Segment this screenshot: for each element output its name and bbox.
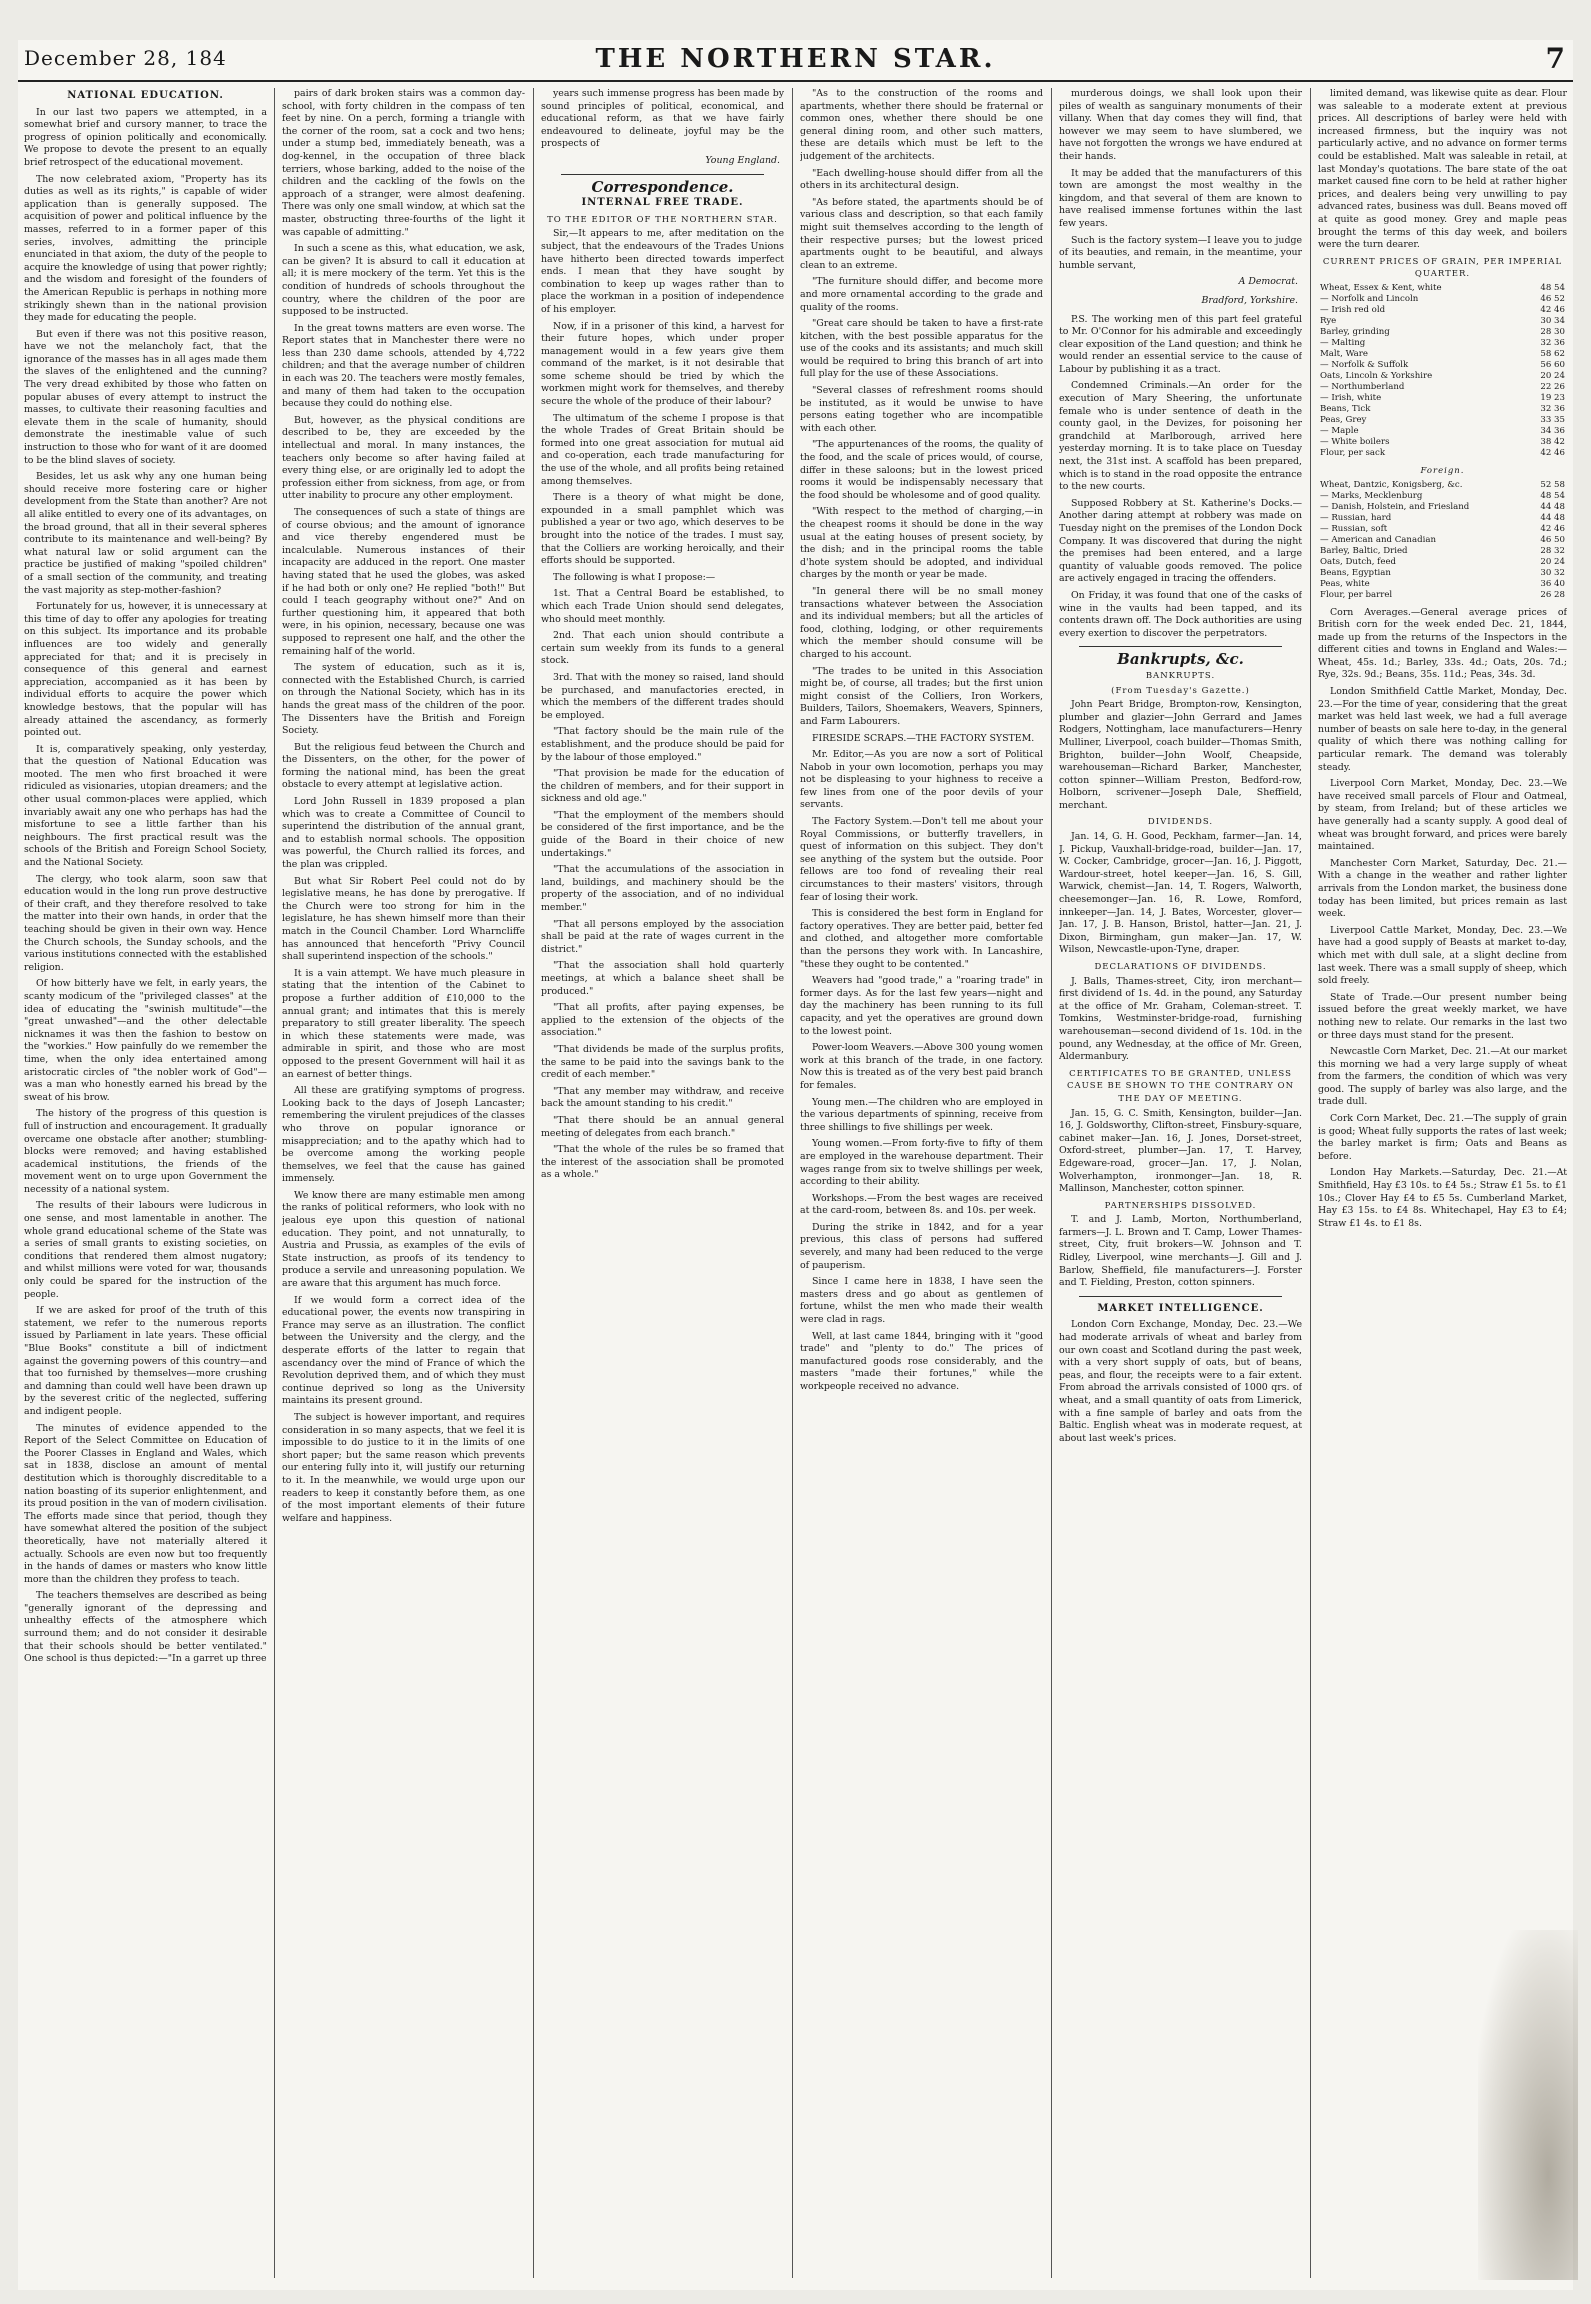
- partnerships-list: T. and J. Lamb, Morton, Northumberland, farmers—J. L. Brown and T. Camp, Lower Thames-street, City, fruit brokers—W. Johnson and T. Ridley, Liverpool, wine merchants—J. Gill and J. Barlow, Sheffield, file manufacturers—J. Forster and T. Fielding, Preston, cotton spinners.: [1059, 1214, 1302, 1289]
- paragraph: "The trades to be united in this Association might be, of course, all trades; but the first union might consist of the Colliers, Iron Workers, Builders, Tailors, Shoemakers, Weavers, Spinners, and Farm Labourers.: [800, 665, 1043, 727]
- paragraph: State of Trade.—Our present number being issued before the great weekly market, we have nothing new to relate. Our remarks in the last two or three days must stand for the present.: [1318, 991, 1567, 1041]
- paragraph: 1st. That a Central Board be established, to which each Trade Union should send delegates, who should meet monthly.: [541, 588, 784, 625]
- paragraph: Mr. Editor,—As you are now a sort of Political Nabob in your own locomotion, perhaps you may not be displeasing to your highness to receive a few lines from one of the poor devils of your servants.: [800, 749, 1043, 811]
- paragraph: "Great care should be taken to have a first-rate kitchen, with the best possible apparatus for the use of the cooks and its assistants; and much skill would be required to bring this branch of art into full play for the use of these Associations.: [800, 318, 1043, 380]
- subheading: DECLARATIONS OF DIVIDENDS.: [1094, 962, 1267, 972]
- column-2: [282, 88, 525, 2278]
- paragraph: Manchester Corn Market, Saturday, Dec. 21.—With a change in the weather and rather lighter arrivals from the London market, the business done today has been limited, but prices remain as last week.: [1318, 857, 1567, 920]
- grain-price: 32 36: [1540, 403, 1565, 414]
- paragraph: It may be added that the manufacturers of this town are amongst the most wealthy in the kingdom, and that several of them are known to have realised immense fortunes within the last few years.: [1059, 167, 1302, 229]
- grain-price: 28 30: [1540, 326, 1565, 337]
- paragraph: Of how bitterly have we felt, in early years, the scanty modicum of the "privileged classes" at the idea of educating the "swinish multitude"—the "great unwashed"—and the other delectable nicknames it was then the fashion to bestow on the "workies." How painfully do we remember the time, when the only idea entertained among aristocratic circles of "the nobler work of God"—was a man who honestly earned his bread by the sweat of his brow.: [24, 978, 267, 1103]
- paragraph: But what Sir Robert Peel could not do by legislative means, he has done by prerogative. If the Church were too strong for him in the legislature, he has shewn himself more than their match in the Council Chamber. Lord Wharncliffe has announced that henceforth "Privy Council shall superintend inspection of the schools.": [282, 875, 525, 963]
- subheading: DIVIDENDS.: [1147, 817, 1214, 828]
- subheading: CERTIFICATES TO BE GRANTED, UNLESS CAUSE BE SHOWN TO THE CONTRARY ON THE DAY OF MEETING.: [1066, 1068, 1295, 1104]
- source-note: (From Tuesday's Gazette.): [1111, 685, 1250, 696]
- paragraph: "Each dwelling-house should differ from all the others in its architectural design.: [800, 167, 1043, 192]
- grain-price: 46 52: [1540, 293, 1565, 304]
- grain-name: — Northumberland: [1320, 381, 1405, 392]
- paragraph: "That the association shall hold quarterly meetings, at which a balance sheet shall be produced.": [541, 960, 784, 997]
- paragraph: Since I came here in 1838, I have seen the masters dress and go about as gentlemen of fortune, whilst the men who made their wealth were clad in rags.: [800, 1276, 1043, 1326]
- paragraph: The Factory System.—Don't tell me about your Royal Commissions, or butterfly travellers, in quest of information on this subject. They don't see anything of the system but the outside. Poor fellows are too fond of revealing their real circumstances to their masters' visitors, through fear of losing their work.: [800, 816, 1043, 903]
- grain-name: Flour, per sack: [1320, 447, 1386, 458]
- paragraph: Lord John Russell in 1839 proposed a plan which was to create a Committee of Council to superintend the distribution of the annual grant, and to establish normal schools. The opposition was powerful, the Church rallied its forces, and the plan was crippled.: [282, 796, 525, 871]
- paragraph: Well, at last came 1844, bringing with it "good trade" and "plenty to do." The prices of manufactured goods rose considerably, and the masters "made their fortunes," while the workpeople received no advance.: [800, 1330, 1043, 1392]
- grain-name: — Maple: [1320, 425, 1359, 436]
- grain-name: Beans, Tick: [1320, 403, 1371, 414]
- grain-price: 34 36: [1540, 425, 1565, 436]
- paragraph: London Hay Markets.—Saturday, Dec. 21.—At Smithfield, Hay £3 10s. to £4 5s.; Straw £1 5s. to £1 10s.; Clover Hay £4 to £5 5s. Cumberland Market, Hay £3 15s. to £4 8s. Whitechapel, Hay £3 to £4; Straw £1 4s. to £1 8s.: [1318, 1167, 1567, 1229]
- paragraph: If we would form a correct idea of the educational power, the events now transpiring in France may serve as an illustration. The conflict between the University and the clergy, and the desperate efforts of the latter to regain that ascendancy over the mind of France of which the Revolution deprived them, and of which they must continue deprived so long as the University maintains its present ground.: [282, 1294, 525, 1407]
- grain-name: Beans, Egyptian: [1320, 567, 1391, 578]
- signature: Young England.: [705, 154, 780, 166]
- price-row: [1318, 491, 1567, 502]
- price-row: [1318, 579, 1567, 590]
- paragraph: The following is what I propose:—: [553, 571, 716, 583]
- grain-name: — Danish, Holstein, and Friesland: [1320, 501, 1470, 512]
- paragraph: London Smithfield Cattle Market, Monday, Dec. 23.—For the time of year, considering that the great market was held last week, we had a full average number of beasts on sale here to-day, in the general quality of which there was nothing calling for particular remark. The demand was tolerably steady.: [1318, 686, 1567, 773]
- grain-price: 48 54: [1540, 490, 1565, 501]
- paragraph: Corn Averages.—General average prices of British corn for the week ended Dec. 21, 1844, made up from the returns of the Inspectors in the different cities and towns in England and Wales:—Wheat, 45s. 1d.; Barley, 33s. 4d.; Oats, 20s. 7d.; Rye, 32s. 9d.; Beans, 35s. 11d.; Peas, 34s. 3d.: [1318, 606, 1567, 681]
- declarations-list: J. Balls, Thames-street, City, iron merchant—first dividend of 1s. 4d. in the pound, any Saturday at the office of Mr. Graham, Coleman-street. T. Tomkins, Westminster-bridge-road, furnishing warehouseman—second dividend of 1s. 10d. in the pound, any Wednesday, at the office of Mr. Green, Aldermanbury.: [1059, 975, 1302, 1063]
- price-row: [1318, 535, 1567, 546]
- paragraph: It is, comparatively speaking, only yesterday, that the question of National Education was mooted. The men who first broached it were ridiculed as visionaries, utopian dreamers; and the other usual common-places were applied, which invariably await any one who perhaps has had the misfortune to see a little farther than his neighbours. The first practical result was the schools of the British and Foreign School Society, and the National Society.: [24, 743, 267, 869]
- grain-name: — White boilers: [1320, 436, 1390, 447]
- paragraph: 3rd. That with the money so raised, land should be purchased, and manufactories erected, in which the members of the different trades should be employed.: [541, 671, 784, 721]
- grain-price: 48 54: [1540, 282, 1565, 293]
- grain-price: 19 23: [1540, 392, 1565, 403]
- grain-name: — Norfolk & Suffolk: [1320, 359, 1409, 370]
- paragraph: But, however, as the physical conditions are described to be, they are exceeded by the intellectual and moral. In many instances, the teachers only become so after having failed at every thing else, or are originally led to adopt the profession either from sickness, from age, or from utter inability to procure any other employment.: [282, 414, 525, 502]
- price-row: [1318, 557, 1567, 568]
- paragraph: "That all persons employed by the association shall be paid at the rate of wages current in the district.": [541, 918, 784, 955]
- paragraph: During the strike in 1842, and for a year previous, this class of persons had suffered severely, and many had been reduced to the verge of pauperism.: [800, 1221, 1043, 1271]
- news-items: [1059, 314, 1302, 641]
- paragraph: Now, if in a prisoner of this kind, a harvest for their future hopes, which under proper management would in a few years give them command of the market, is it not desirable that some scheme should be tried by which the workmen might work for themselves, and thereby secure the whole of the produce of their labour?: [541, 320, 784, 408]
- grain-price: 56 60: [1540, 359, 1565, 370]
- grain-price: 32 36: [1540, 337, 1565, 348]
- grain-name: Wheat, Dantzic, Konigsberg, &c.: [1320, 479, 1463, 490]
- paragraph: The history of the progress of this question is full of instruction and encouragement. It gradually overcame one obstacle after another; stumbling-blocks were removed; and having established academical institutions, the friends of the movement went on to urge upon Government the necessity of a national system.: [24, 1108, 267, 1195]
- price-row: [1318, 524, 1567, 535]
- grain-price: 28 32: [1540, 545, 1565, 556]
- grain-price: 44 48: [1540, 512, 1565, 523]
- paragraph: Cork Corn Market, Dec. 21.—The supply of grain is good; Wheat fully supports the rates of last week; the barley market is firm; Oats and Beans as before.: [1318, 1113, 1567, 1162]
- paragraph: years such immense progress has been made by sound principles of political, economical, and educational reform, as that we have fairly endeavoured to delineate, joyful may be the prospects of: [541, 88, 784, 150]
- paragraph: The teachers themselves are described as being "generally ignorant of the depressing and unhealthy effects of the atmosphere which surround them; and do not consider it desirable that their schools should be better ventilated." One school is thus depicted:—"In a garret up three: [24, 1590, 267, 1665]
- paragraph: On Friday, it was found that one of the casks of wine in the vaults had been tapped, and its contents drawn off. The Dock authorities are using every exertion to discover the perpetrators.: [1059, 589, 1302, 639]
- article-heading: NATIONAL EDUCATION.: [67, 90, 224, 101]
- prices-heading: CURRENT PRICES OF GRAIN, PER IMPERIAL QUARTER.: [1322, 256, 1563, 280]
- grain-name: — Russian, hard: [1320, 512, 1392, 523]
- price-row: [1318, 327, 1567, 338]
- price-row: [1318, 502, 1567, 513]
- paragraph: The subject is however important, and requires consideration in so many aspects, that we feel it is impossible to do justice to it in the limits of one short paper; but the same reason which prevents our entering fully into it, will justify our returning to it. In the meanwhile, we would urge upon our readers to keep it constantly before them, as one of the most important elements of their future welfare and happiness.: [282, 1411, 525, 1524]
- column-3: [541, 88, 784, 2278]
- price-row: [1318, 349, 1567, 360]
- grain-price: 30 32: [1540, 567, 1565, 578]
- grain-name: Oats, Dutch, feed: [1320, 556, 1397, 567]
- paragraph: The minutes of evidence appended to the Report of the Select Committee on Education of the Poorer Classes in England and Wales, which sat in 1838, disclose an amount of mental destitution which is thoroughly discreditable to a nation boasting of its superior enlightenment, and its proud position in the van of modern civilisation. The efforts made since that period, though they have somewhat altered the position of the subject theoretically, have not materially altered it actually. Schools are even now but too frequently in the hands of dames or masters who know little more than the children they profess to teach.: [24, 1422, 267, 1585]
- paragraph: In the great towns matters are even worse. The Report states that in Manchester there were no less than 230 dame schools, attended by 4,722 children; and that the average number of children in each was 20. The teachers were mostly females, and many of them had taken to the occupation because they could do nothing else.: [282, 322, 525, 410]
- price-row: [1318, 404, 1567, 415]
- grain-name: Peas, white: [1320, 578, 1370, 589]
- grain-name: Peas, Grey: [1320, 414, 1367, 425]
- divider: [1079, 1296, 1282, 1297]
- paragraph: All these are gratifying symptoms of progress. Looking back to the days of Joseph Lancaster; remembering the virulent prejudices of the classes who throve on popular ignorance or misappreciation; and to the apathy which had to be overcome among the working people themselves, we feel that the cause has gained immensely.: [282, 1085, 525, 1185]
- paragraph: FIRESIDE SCRAPS.—THE FACTORY SYSTEM.: [812, 732, 1035, 744]
- paragraph: "That factory should be the main rule of the establishment, and the produce should be paid for by the labour of those employed.": [541, 726, 784, 763]
- column-rule: [1310, 88, 1311, 2278]
- signature-place: Bradford, Yorkshire.: [1201, 294, 1298, 306]
- subheading: PARTNERSHIPS DISSOLVED.: [1104, 1200, 1257, 1211]
- grain-price: 38 42: [1540, 436, 1565, 447]
- price-row: [1318, 316, 1567, 327]
- paragraph: This is considered the best form in England for factory operatives. They are better paid, better fed and clothed, and altogether more comfortable than the persons they work with. In Lancashire, "these they ought to be contented.": [800, 908, 1043, 970]
- paragraph: "The appurtenances of the rooms, the quality of the food, and the scale of prices would, of course, differ in these saloons; but in the lowest priced rooms it would be indispensably necessary that the food should be wholesome and of good quality.: [800, 439, 1043, 501]
- article-body: [1059, 88, 1302, 272]
- paragraph: The consequences of such a state of things are of course obvious; and the amount of ignorance and vice thereby engendered must be incalculable. Numerous instances of their incapacity are adduced in the report. One master having stated that he used the globes, was asked if he had both or only one? He replied "both!" But could I teach geography without one?" And on further questioning him, it appeared that both were, in his opinion, necessary, because one was supposed to represent one half, and the other the remaining half of the world.: [282, 507, 525, 657]
- paragraph: But the religious feud between the Church and the Dissenters, on the other, for the power of forming the national mind, has been the great obstacle to every attempt at legislative action.: [282, 741, 525, 791]
- paragraph: "The furniture should differ, and become more and more ornamental according to the grade and quality of the rooms.: [800, 276, 1043, 313]
- letter-body: [541, 228, 784, 1182]
- foreign-prices-table: [1318, 480, 1567, 601]
- paragraph: Besides, let us ask why any one human being should receive more fostering care or higher development from the State than another? Are not all alike entitled to every one of its advantages, on the broad ground, that all in their several spheres contribute to its maintenance and well-being? By what natural law or solid argument can the practice be justified of making "spoiled children" of a small section of the community, and treating the vast majority as step-mother-fashion?: [24, 471, 267, 596]
- column-rule: [274, 88, 275, 2278]
- paragraph: It is a vain attempt. We have much pleasure in stating that the intention of the Cabinet to propose a further addition of £10,000 to the annual grant; and intimates that this is merely preparatory to still greater liberality. The speech in which these statements were made, was admirable in spirit, and those who are most opposed to the present Government will hail it as an earnest of better things.: [282, 967, 525, 1080]
- signature: A Democrat.: [1238, 276, 1298, 288]
- article-body: [800, 88, 1043, 1394]
- paragraph: If we are asked for proof of the truth of this statement, we refer to the numerous reports issued by Parliament in late years. These official "Blue Books" constitute a bill of indictment against the governing powers of this country—and that too furnished by themselves—more crushing and damning than could well have been drawn up by the severest critic of the neglected, suffering and indigent people.: [24, 1305, 267, 1417]
- article-body: [541, 88, 784, 151]
- market-report: limited demand, was likewise quite as dear. Flour was saleable to a moderate extent at previous prices. All descriptions of barley were held with increased firmness, but the inquiry was not particularly active, and no advance on former terms could be established. Malt was saleable in retail, at last Monday's quotations. The bare state of the oat market caused fine corn to be held at rather higher prices, and dealers being very unwilling to pay advanced rates, business was dull. Beans moved off at quite as good money. Grey and maple peas brought the terms of this day week, and boilers were the turn dearer.: [1318, 88, 1567, 251]
- subheading: BANKRUPTS.: [1145, 670, 1216, 681]
- paragraph: Fortunately for us, however, it is unnecessary at this time of day to offer any apologies for treating on this subject. Its importance and its probable influences are too widely and generally appreciated for that; and it is precisely in consequence of this general and earnest appreciation, accompanied as it has been by individual efforts to acquire the power which knowledge bestows, that the popular will has already attained the ascendancy, as formerly pointed out.: [24, 601, 267, 739]
- price-row: [1318, 437, 1567, 448]
- grain-name: Barley, Baltic, Dried: [1320, 545, 1408, 556]
- grain-price: 20 24: [1540, 556, 1565, 567]
- newspaper-title: THE NORTHERN STAR.: [595, 44, 996, 74]
- paragraph: In such a scene as this, what education, we ask, can be given? It is absurd to call it education at all; it is mere mockery of the term. Yet this is the condition of hundreds of schools throughout the country, where the children of the poor are supposed to be instructed.: [282, 243, 525, 318]
- paragraph: "In general there will be no small money transactions whatever between the Association and its individual members; but all the articles of food, clothing, lodging, or other requirements which the member should consume will be charged to his account.: [800, 585, 1043, 660]
- certificates-list: Jan. 15, G. C. Smith, Kensington, builder—Jan. 16, J. Goldsworthy, Clifton-street, Finsbury-square, cabinet maker—Jan. 16, J. Jones, Dorset-street, Oxford-street, plumber—Jan. 17, T. Harvey, Edgeware-road, grocer—Jan. 17, J. Nolan, Wolverhampton, ironmonger—Jan. 18, R. Mallinson, Manchester, cotton spinner.: [1059, 1107, 1302, 1195]
- grain-prices-table: [1318, 283, 1567, 459]
- divider: [561, 174, 764, 175]
- paragraph: Liverpool Cattle Market, Monday, Dec. 23.—We have had a good supply of Beasts at market to-day, which met with dull sale, at a slight decline from last week. There was a small supply of sheep, which sold freely.: [1318, 924, 1567, 987]
- price-row: [1318, 371, 1567, 382]
- column-1: [24, 88, 267, 2278]
- price-row: [1318, 568, 1567, 579]
- paragraph: "Several classes of refreshment rooms should be instituted, as it would be unwise to have persons eating together who are incompatible with each other.: [800, 385, 1043, 434]
- paragraph: murderous doings, we shall look upon their piles of wealth as sanguinary monuments of their villany. When that day comes they will find, that however we may seem to have slumbered, we have not forgotten the wrongs we have endured at their hands.: [1059, 88, 1302, 162]
- grain-name: — Irish red old: [1320, 304, 1386, 315]
- price-row: [1318, 426, 1567, 437]
- grain-price: 58 62: [1540, 348, 1565, 359]
- price-row: [1318, 338, 1567, 349]
- grain-name: — Malting: [1320, 337, 1366, 348]
- paragraph: "That the whole of the rules be so framed that the interest of the association shall be promoted as a whole.": [541, 1144, 784, 1181]
- paragraph: "With respect to the method of charging,—in the cheapest rooms it should be done in the way usual at the eating houses of present society, by the dish; and in the principal rooms the table d'hote system should be adopted, and individual charges by the month or year be made.: [800, 506, 1043, 581]
- paragraph: Sir,—It appears to me, after meditation on the subject, that the endeavours of the Trades Unions have hitherto been directed towards imperfect ends. I mean that they have sought by combination to keep up wages rather than to place the workman in a position of independence of his employer.: [541, 228, 784, 315]
- column-rule: [1051, 88, 1052, 2278]
- paragraph: P.S. The working men of this part feel grateful to Mr. O'Connor for his admirable and exceedingly clear exposition of the Land question; and think he would render an essential service to the cause of Labour by publishing it as a tract.: [1059, 313, 1302, 375]
- paragraph: "As to the construction of the rooms and apartments, whether there should be fraternal or common ones, whether there should be one general dining room, and other such matters, these are details which must be left to the judgement of the architects.: [800, 88, 1043, 162]
- paper-stain: [1478, 1930, 1578, 2280]
- grain-name: Rye: [1320, 315, 1337, 326]
- paragraph: But even if there was not this positive reason, have we not the melancholy fact, that the ignorance of the masses has in all ages made them the slaves of the enlightened and the cunning? The very dread exhibited by those who fatten on popular abuses of every attempt to instruct the masses, to cultivate their reasoning faculties and elevate them in the scale of humanity, should demonstrate the inestimable value of such instruction to those who for want of it are doomed to be the blind slaves of society.: [24, 328, 267, 466]
- section-heading: Bankrupts, &c.: [1117, 650, 1244, 669]
- bankrupts-list: John Peart Bridge, Brompton-row, Kensington, plumber and glazier—John Gerrard and James Rodgers, Nottingham, lace manufacturers—Henry Mulliner, Liverpool, coach builder—Thomas Smith, Brighton, builder—John Woolf, Cheapside, warehouseman—Richard Barker, Manchester, cotton spinner—William Preston, Bedford-row, Holborn, scrivener—Joseph Dale, Sheffield, merchant.: [1059, 699, 1302, 811]
- grain-price: 42 46: [1540, 304, 1565, 315]
- paragraph: The system of education, such as it is, connected with the Established Church, is carried on through the National Society, which has in its hands the great mass of the children of the poor. The Dissenters have the British and Foreign Society.: [282, 662, 525, 737]
- column-rule: [533, 88, 534, 2278]
- price-row: [1318, 294, 1567, 305]
- paragraph: "That dividends be made of the surplus profits, the same to be paid into the savings bank to the credit of each member.": [541, 1043, 784, 1081]
- dividends-list: Jan. 14, G. H. Good, Peckham, farmer—Jan. 14, J. Pickup, Vauxhall-bridge-road, builder—Jan. 17, W. Cocker, Cambridge, grocer—Jan. 16, J. Piggott, Wardour-street, hotel keeper—Jan. 16, S. Gill, Warwick, chemist—Jan. 14, T. Rogers, Walworth, cheesemonger—Jan. 16, R. Lowe, Romford, innkeeper—Jan. 14, J. Bates, Worcester, glover—Jan. 17, J. B. Hanson, Bristol, hatter—Jan. 21, J. Dixon, Birmingham, gun maker—Jan. 17, W. Wilson, Newcastle-upon-Tyne, draper.: [1059, 831, 1302, 956]
- grain-name: — Russian, soft: [1320, 523, 1388, 534]
- article-body: [282, 88, 525, 1525]
- grain-price: 26 28: [1540, 589, 1565, 600]
- grain-name: — Norfolk and Lincoln: [1320, 293, 1419, 304]
- price-row: [1318, 480, 1567, 491]
- paragraph: Young women.—From forty-five to fifty of them are employed in the warehouse department. Their wages range from six to twelve shillings per week, according to their ability.: [800, 1138, 1043, 1188]
- paragraph: In our last two papers we attempted, in a somewhat brief and cursory manner, to trace the progress of opinion politically and economically. We propose to devote the present to an equally brief retrospect of the educational movement.: [24, 106, 267, 168]
- market-reports: [1318, 607, 1567, 1231]
- paragraph: "That the employment of the members should be considered of the first importance, and be the guide of the Board in their choice of new undertakings.": [541, 809, 784, 859]
- paragraph: Weavers had "good trade," a "roaring trade" in former days. As for the last few years—night and day the machinery has been running to its full capacity, and yet the operatives are ground down to the lowest point.: [800, 975, 1043, 1037]
- paragraph: Such is the factory system—I leave you to judge of its beauties, and remain, in the meantime, your humble servant,: [1059, 234, 1302, 271]
- grain-price: 20 24: [1540, 370, 1565, 381]
- paragraph: Condemned Criminals.—An order for the execution of Mary Sheering, the unfortunate female who is under sentence of death in the county gaol, in the Devizes, for poisoning her grandchild at Marlborough, arrived here yesterday morning. It is to take place on Tuesday next, the 31st inst. A scaffold has been prepared, which is to stand in the road opposite the entrance to the new courts.: [1059, 380, 1302, 493]
- paragraph: "That provision be made for the education of the children of members, and for their support in sickness and old age.": [541, 768, 784, 805]
- paragraph: "That the accumulations of the association in land, buildings, and machinery should be the property of the association, and of no individual member.": [541, 864, 784, 914]
- masthead: [18, 40, 1573, 82]
- column-rule: [792, 88, 793, 2278]
- grain-price: 22 26: [1540, 381, 1565, 392]
- section-heading: MARKET INTELLIGENCE.: [1097, 1302, 1264, 1314]
- paragraph: There is a theory of what might be done, expounded in a small pamphlet which was published a year or two ago, which deserves to be brought into the notice of the trades. I must say, that the Colliers are working heroically, and their efforts should be supported.: [541, 492, 784, 567]
- grain-price: 52 58: [1540, 479, 1565, 490]
- paragraph: The ultimatum of the scheme I propose is that the whole Trades of Great Britain should be formed into one great association for mutual aid and co-operation, each trade manufacturing for the use of the whole, and all profits being retained among themselves.: [541, 412, 784, 487]
- newspaper-page: [18, 40, 1573, 2290]
- issue-date: December 28, 184: [24, 46, 227, 70]
- paragraph: pairs of dark broken stairs was a common day-school, with forty children in the compass of ten feet by nine. On a perch, forming a triangle with the corner of the room, sat a cock and two hens; under a stump bed, immediately beneath, was a dog-kennel, in the occupation of three black terriers, whose barking, added to the noise of the children and the cackling of the fowls on the approach of a stranger, were almost deafening. There was only one small window, at which sat the master, obstructing three-fourths of the light it was capable of admitting.": [282, 88, 525, 238]
- market-report: London Corn Exchange, Monday, Dec. 23.—We had moderate arrivals of wheat and barley from our own coast and Scotland during the past week, with a very short supply of oats, but of beans, peas, and flour, the receipts were to a fair extent. From abroad the arrivals consisted of 1000 qrs. of wheat, and a small quantity of oats from Limerick, with a fine sample of barley and oats from the Baltic. English wheat was in moderate request, at about last week's prices.: [1059, 1319, 1302, 1444]
- page-number: 7: [1545, 42, 1565, 75]
- section-heading: Correspondence.: [591, 177, 734, 196]
- price-row: [1318, 448, 1567, 459]
- price-row: [1318, 305, 1567, 316]
- price-row: [1318, 546, 1567, 557]
- paragraph: Workshops.—From the best wages are received at the card-room, between 8s. and 10s. per week.: [800, 1192, 1043, 1217]
- paragraph: The now celebrated axiom, "Property has its duties as well as its rights," is capable of wider application than is generally supposed. The acquisition of power and political influence by the masses, referred to in a former paper of this series, involves, admitting the principle enunciated in that axiom, the duty of the people to acquire the knowledge of using that power rightly; and the wisdom and foresight of the founders of the American Republic is perhaps in nothing more strikingly shewn than in the national provision they made for educating the people.: [24, 173, 267, 324]
- grain-price: 36 40: [1540, 578, 1565, 589]
- grain-price: 44 48: [1540, 501, 1565, 512]
- price-row: [1318, 382, 1567, 393]
- grain-price: 33 35: [1540, 414, 1565, 425]
- grain-name: Oats, Lincoln & Yorkshire: [1320, 370, 1433, 381]
- price-row: [1318, 393, 1567, 404]
- article-body: [24, 107, 267, 1666]
- grain-price: 46 50: [1540, 534, 1565, 545]
- foreign-heading: Foreign.: [1420, 465, 1465, 476]
- grain-price: 30 34: [1540, 315, 1565, 326]
- divider: [1079, 646, 1282, 647]
- paragraph: 2nd. That each union should contribute a certain sum weekly from its funds to a general stock.: [541, 630, 784, 667]
- paragraph: "As before stated, the apartments should be of various class and description, so that each family might suit themselves according to the length of their respective purses; but the lowest priced apartments ought to be beautiful, and always clean to an extreme.: [800, 196, 1043, 271]
- price-row: [1318, 590, 1567, 601]
- grain-name: — American and Canadian: [1320, 534, 1436, 545]
- price-row: [1318, 513, 1567, 524]
- grain-name: Wheat, Essex & Kent, white: [1320, 282, 1442, 293]
- grain-name: — Marks, Mecklenburg: [1320, 490, 1423, 501]
- paragraph: Supposed Robbery at St. Katherine's Docks.—Another daring attempt at robbery was made on Tuesday night on the premises of the London Dock Company. It was discovered that during the night the premises had been entered, and a large quantity of valuable goods removed. The police are actively engaged in tracing the offenders.: [1059, 497, 1302, 585]
- paragraph: Power-loom Weavers.—Above 300 young women work at this branch of the trade, in one factory. Now this is treated as of the very best paid branch for females.: [800, 1042, 1043, 1091]
- paragraph: The clergy, who took alarm, soon saw that education would in the long run prove destructive of their craft, and they therefore resolved to take the matter into their own hands, in order that the teaching should be given in their own way. Hence the Church schools, the Sunday schools, and the various institutions connected with the established religion.: [24, 873, 267, 973]
- paragraph: "That all profits, after paying expenses, be applied to the extension of the objects of the association.": [541, 1002, 784, 1039]
- price-row: [1318, 360, 1567, 371]
- grain-price: 42 46: [1540, 523, 1565, 534]
- grain-price: 42 46: [1540, 447, 1565, 458]
- price-row: [1318, 283, 1567, 294]
- paragraph: We know there are many estimable men among the ranks of political reformers, who look with no jealous eye upon this question of national education. They point, and not unnaturally, to Austria and Prussia, as examples of the evils of State instruction, as proofs of its tendency to produce a servile and unreasoning population. We are aware that this argument has much force.: [282, 1189, 525, 1290]
- paragraph: Young men.—The children who are employed in the various departments of spinning, receive from three shillings to five shillings per week.: [800, 1096, 1043, 1133]
- letter-heading: INTERNAL FREE TRADE.: [581, 197, 744, 209]
- grain-name: Barley, grinding: [1320, 326, 1390, 337]
- grain-name: Flour, per barrel: [1320, 589, 1393, 600]
- grain-name: Malt, Ware: [1320, 348, 1368, 359]
- price-row: [1318, 415, 1567, 426]
- grain-name: — Irish, white: [1320, 392, 1382, 403]
- paragraph: The results of their labours were ludicrous in one sense, and most lamentable in another. The whole grand educational scheme of the State was a series of small grants to existing societies, on conditions that rendered them almost nugatory; and whilst millions were voted for war, thousands only could be spared for the instruction of the people.: [24, 1200, 267, 1300]
- paragraph: Newcastle Corn Market, Dec. 21.—At our market this morning we had a very large supply of wheat from the farmers, the condition of which was very good. The supply of barley was also large, and the trade dull.: [1318, 1046, 1567, 1108]
- letter-subheading: TO THE EDITOR OF THE NORTHERN STAR.: [547, 214, 778, 225]
- paragraph: "That any member may withdraw, and receive back the amount standing to his credit.": [541, 1085, 784, 1110]
- paragraph: "That there should be an annual general meeting of delegates from each branch.": [541, 1114, 784, 1139]
- column-4: [800, 88, 1043, 2278]
- paragraph: Liverpool Corn Market, Monday, Dec. 23.—We have received small parcels of Flour and Oatmeal, by steam, from Ireland; but of these articles we have generally had a scanty supply. A good deal of wheat was brought forward, and prices were barely maintained.: [1318, 778, 1567, 853]
- column-5: [1059, 88, 1302, 2278]
